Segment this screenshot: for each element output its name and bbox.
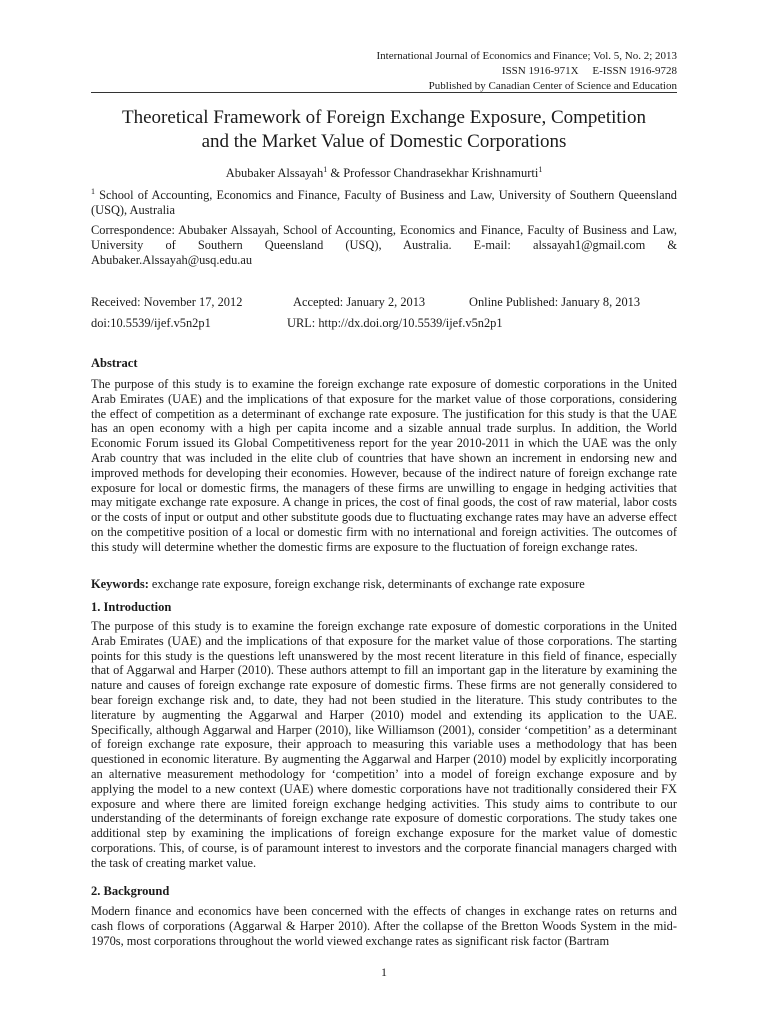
paper-title (91, 106, 677, 154)
abstract-heading: Abstract (91, 356, 138, 370)
page-number: 1 (381, 965, 387, 979)
url-link[interactable]: URL: http://dx.doi.org/10.5539/ijef.v5n2p1 (287, 316, 503, 330)
header-rule (91, 92, 677, 93)
author-list (91, 165, 677, 181)
doi-text: doi:10.5539/ijef.v5n2p1 (91, 316, 211, 330)
keywords-text: exchange rate exposure, foreign exchange risk, determinants of exchange rate exposure (148, 577, 585, 591)
affiliation (91, 188, 677, 218)
abstract-text: The purpose of this study is to examine the foreign exchange rate exposure of domestic corporations in the United Arab Emirates (UAE) and the implications of that exposure for the market value of those corporations, considering the effect of competition as a determinant of exchange rate exposure. The justification for this study is that the UAE has an open economy with a high per capita income and a sizable annual trade surplus. In addition, the World Economic Forum issued its Global Competitiveness report for the year 2010-2011 in which the UAE was the only Arab country that was included in the elite club of countries that have shown an increment in endorsing new and improved methods for developing their economies. However, because of the indirect nature of foreign exchange rate exposure for local or domestic firms, the managers of these firms are unwilling to engage in hedging activities that may mitigate exchange rate exposure. A change in prices, the cost of final goods, the cost of raw material, labor costs or the costs of input or output and other substitute goods due to fluctuating exchange rates may have an adverse effect on the competitive position of a local or domestic firm with no international and foreign activities. The outcomes of this study will determine whether the domestic firms are exposure to the fluctuation of foreign exchange rates. (91, 377, 677, 554)
accepted-date: Accepted: January 2, 2013 (293, 295, 426, 309)
affiliation-mark: 1 (91, 186, 95, 196)
issn-line: ISSN 1916-971X E-ISSN 1916-9728 (501, 65, 677, 77)
author-name: & Professor Chandrasekhar Krishnamurti (327, 166, 539, 180)
author-affiliation-mark: 1 (538, 164, 543, 174)
background-heading: 2. Background (91, 884, 170, 898)
keywords-label: Keywords: (91, 577, 149, 591)
affiliation-text: School of Accounting, Economics and Finance, Faculty of Business and Law, University of Southern Queensland (USQ), Australia (91, 188, 677, 217)
introduction-heading: 1. Introduction (91, 600, 172, 614)
journal-line: International Journal of Economics and Finance; Vol. 5, No. 2; 2013 (376, 50, 677, 62)
published-date: Online Published: January 8, 2013 (469, 295, 641, 309)
introduction-text: The purpose of this study is to examine the foreign exchange rate exposure of domestic corporations in the United Arab Emirates (UAE) and the implications of that exposure for the market value of those corporations. The starting points for this study is the questions left unanswered by the most recent literature in this field of finance, especially that of Aggarwal and Harper (2010). These authors attempt to fill an important gap in the literature by examining the nature and causes of foreign exchange rate exposure of domestic firms. These firms are not generally considered to bear foreign exchange risk and, to date, they had not been studied in the literature. This study contributes to the literature by augmenting the Aggarwal and Harper (2010) model and extending its application to the UAE. Specifically, although Aggarwal and Harper (2010), like Williamson (2001), consider ‘competition’ as a determinant of foreign exchange rate exposure, their approach to measuring this variable uses a methodology that has been questioned in economic literature. By augmenting the Aggarwal and Harper (2010) model by explicitly incorporating an alternative measurement methodology for ‘competition’ into a model of foreign exchange exposure and by applying the model to a new context (UAE) where domestic corporations have not traditionally considered their FX exposure and where there are limited foreign exchange hedging activities. This study aims to contribute to our understanding of the determinants of foreign exchange rate exposure of domestic corporations. The study takes one additional step by examining the implications of foreign exchange exposure for the market value of domestic corporations. This, of course, is of paramount interest to investors and the corporate financial managers charged with the task of creating market value. (91, 619, 677, 870)
keywords (91, 577, 677, 592)
author-affiliation-mark: 1 (323, 164, 328, 174)
author-name: Abubaker Alssayah (225, 166, 324, 180)
background-text: Modern finance and economics have been concerned with the effects of changes in exchange rates on returns and cash flows of corporations (Aggarwal & Harper 2010). After the collapse of the Bretton Woods System in the mid-1970s, most corporations throughout the world viewed exchange rates as significant risk factor (Bartram (91, 904, 677, 948)
title-line-1: Theoretical Framework of Foreign Exchange Exposure, Competition (122, 107, 646, 128)
journal-header (376, 49, 677, 94)
title-line-2: and the Market Value of Domestic Corporations (201, 131, 567, 152)
correspondence: Correspondence: Abubaker Alssayah, School of Accounting, Economics and Finance, Faculty of Business and Law, University of Southern Queensland (USQ), Australia. E-mail: alssayah1@gmail.com & Abubaker.Alssayah@usq.edu.au (91, 223, 677, 267)
received-date: Received: November 17, 2012 (91, 295, 243, 309)
publisher-line: Published by Canadian Center of Science and Education (428, 80, 677, 92)
